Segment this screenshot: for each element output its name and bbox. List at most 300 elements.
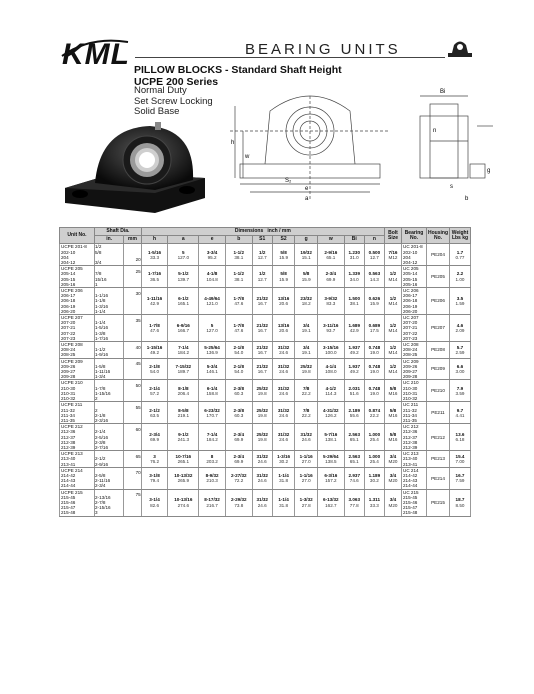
dim-mm: 38.1 — [349, 301, 359, 307]
dim-inch: 2-1/8 — [233, 363, 245, 369]
label-s2: S₂ — [285, 178, 292, 184]
dim-cell — [199, 266, 226, 288]
dim-inch: 25/32 — [256, 385, 268, 391]
dim-cell — [225, 451, 252, 468]
dim-cell — [344, 244, 364, 266]
col-dim-bi: Bi — [344, 236, 364, 244]
col-weight: Weight Lbs kg — [450, 228, 471, 244]
dim-mm: 60.3 — [234, 390, 244, 396]
bolt-size-cell — [385, 380, 402, 402]
dim-inch: 6-9/16 — [176, 322, 190, 328]
dim-cell — [317, 342, 344, 359]
dim-inch: 2-1/8 — [149, 363, 160, 369]
dim-mm: 31.0 — [349, 254, 359, 260]
dim-mm: 18.2 — [301, 301, 311, 307]
weight-value: 4.6 — [456, 322, 464, 328]
dim-cell — [344, 358, 364, 380]
weight-cell — [450, 424, 471, 451]
dim-mm: 136.9 — [206, 349, 218, 355]
dim-inch: 21/32 — [256, 344, 268, 350]
dim-mm: 24.6 — [257, 502, 267, 508]
dim-inch: 31/32 — [256, 472, 268, 478]
dim-mm: 69.9 — [234, 458, 244, 464]
weight-cell — [450, 380, 471, 402]
table-row — [60, 266, 471, 288]
dim-inch: 25/32 — [256, 407, 268, 413]
shaft-in-cell: 1-1/2 1-9/16 — [95, 342, 124, 359]
dim-inch: 2.563 — [348, 431, 360, 437]
col-dim-g: g — [295, 236, 318, 244]
shaft-in-cell: 2-1/4 2-5/16 2-3/8 2-7/16 — [95, 424, 124, 451]
dim-cell — [141, 266, 168, 288]
dim-cell — [317, 451, 344, 468]
dim-inch: 25/32 — [256, 431, 268, 437]
dim-cell — [295, 342, 318, 359]
feature-item: Set Screw Locking — [134, 95, 213, 107]
dim-mm: 216.7 — [206, 502, 218, 508]
dim-mm: 274.6 — [177, 502, 190, 508]
dim-cell — [295, 467, 318, 489]
dim-cell — [272, 424, 295, 451]
dim-mm: 219.1 — [177, 412, 190, 418]
feature-list — [134, 86, 213, 118]
dim-mm: 139.7 — [177, 276, 190, 282]
table-row — [60, 358, 471, 380]
dim-inch: 7/8 — [302, 407, 310, 413]
dim-cell — [141, 358, 168, 380]
unit-no-cell: UCPE 212 212-36 212-37 212-38 212-39 — [60, 424, 95, 451]
unit-no-cell: UCPE 207 207-20 207-21 207-22 207-23 — [60, 315, 95, 342]
dim-mm: 65.1 — [349, 458, 359, 464]
dim-mm: 241.3 — [177, 437, 190, 443]
weight-value: 2.59 — [455, 349, 465, 355]
dim-cell — [295, 380, 318, 402]
dim-mm: 25.4 — [369, 458, 379, 464]
bolt-size-value: M20 — [388, 502, 398, 508]
weight-value: 7.59 — [455, 478, 465, 484]
dim-cell — [272, 489, 295, 516]
dim-mm: 24.6 — [279, 349, 289, 355]
dim-mm: 19.0 — [369, 390, 379, 396]
bolt-size-value: 1/2 — [389, 295, 397, 301]
dim-cell — [317, 288, 344, 315]
dim-cell — [344, 424, 364, 451]
dim-inch: 13/16 — [277, 295, 290, 301]
label-a: a — [305, 196, 309, 202]
unit-no-cell: UCPE 214 214-42 214-43 214-44 — [60, 467, 95, 489]
dim-cell — [168, 380, 199, 402]
dim-inch: 1.689 — [348, 322, 360, 328]
bolt-size-cell — [385, 315, 402, 342]
dim-mm: 54.0 — [234, 369, 244, 375]
dim-inch: 5/8 — [280, 271, 287, 277]
dim-cell — [344, 288, 364, 315]
dim-cell — [364, 266, 384, 288]
dim-mm: 47.6 — [150, 328, 160, 334]
dim-cell — [168, 451, 199, 468]
dim-inch: 31/32 — [300, 431, 312, 437]
dim-cell — [141, 342, 168, 359]
weight-cell — [450, 402, 471, 424]
dim-inch: 31/32 — [277, 344, 290, 350]
dim-cell — [199, 288, 226, 315]
dim-cell — [295, 424, 318, 451]
weight-cell — [450, 288, 471, 315]
bolt-size-value: M14 — [388, 349, 398, 355]
dim-cell — [199, 342, 226, 359]
dim-mm: 15.1 — [301, 254, 311, 260]
dim-inch: 8 — [210, 453, 214, 459]
dim-inch: 3-1/4 — [149, 497, 160, 503]
dim-mm: 15.9 — [301, 276, 311, 282]
dim-mm: 60.3 — [234, 412, 244, 418]
dim-cell — [168, 489, 199, 516]
col-dim-s2: S2 — [272, 236, 295, 244]
dim-inch: 5 — [182, 249, 185, 255]
dim-inch: 3-1/8 — [149, 472, 160, 478]
col-dim-a: a — [168, 236, 199, 244]
dim-cell — [199, 402, 226, 424]
bolt-size-value: 3/4 — [389, 497, 397, 503]
col-mm: mm — [124, 236, 141, 244]
dim-inch: 1-7/8 — [233, 322, 245, 328]
dim-mm: 108.0 — [325, 369, 337, 375]
dim-mm: 63.5 — [150, 412, 160, 418]
weight-value: 1.7 — [456, 249, 464, 255]
dim-inch: 2.031 — [348, 385, 360, 391]
bolt-size-cell — [385, 451, 402, 468]
shaft-in-cell: 7/8 15/16 1 — [95, 266, 124, 288]
dim-mm: 19.1 — [301, 349, 311, 355]
dim-cell — [252, 358, 272, 380]
dim-cell — [225, 315, 252, 342]
dim-inch: 10-13/16 — [174, 497, 193, 503]
dim-cell — [252, 451, 272, 468]
dim-cell — [141, 288, 168, 315]
dim-inch: 6-1/2 — [178, 295, 189, 301]
shaft-mm-cell: 40 — [124, 342, 141, 359]
dim-mm: 72.2 — [234, 478, 244, 484]
dim-mm: 22.2 — [301, 412, 311, 418]
dim-cell — [317, 489, 344, 516]
dim-cell — [295, 489, 318, 516]
company-logo: KML — [62, 38, 130, 71]
dim-mm: 69.9 — [234, 437, 244, 443]
bolt-size-value: 1/2 — [389, 363, 397, 369]
dim-cell — [364, 244, 384, 266]
dim-inch: 1-7/16 — [148, 271, 162, 277]
dim-inch: 8-17/32 — [204, 497, 220, 503]
dim-cell — [295, 358, 318, 380]
shaft-mm-cell: 50 — [124, 380, 141, 402]
dim-mm: 24.6 — [279, 437, 289, 443]
dim-inch: 7-1/4 — [178, 344, 189, 350]
weight-value: 9.7 — [456, 407, 464, 413]
table-row — [60, 467, 471, 489]
shaft-in-cell: 2-5/8 2-11/16 2-3/4 — [95, 467, 124, 489]
dim-cell — [168, 342, 199, 359]
dim-cell — [317, 358, 344, 380]
dim-inch: 23/32 — [300, 295, 312, 301]
weight-value: 3.00 — [455, 369, 465, 375]
dim-mm: 265.9 — [177, 478, 190, 484]
weight-value: 5.7 — [456, 344, 464, 350]
dim-cell — [225, 244, 252, 266]
dim-mm: 65.1 — [326, 254, 336, 260]
dim-cell — [141, 424, 168, 451]
dim-inch: 1-1/4 — [278, 472, 289, 478]
unit-no-cell: UCPE 206 206-17 206-18 206-19 206-20 — [60, 288, 95, 315]
dim-cell — [225, 266, 252, 288]
dim-mm: 19.0 — [369, 349, 379, 355]
weight-value: 2.09 — [455, 328, 465, 334]
pillow-block-icon — [447, 38, 473, 58]
bearing-no-cell: UC 214 214-42 214-43 214-44 — [402, 467, 427, 489]
dim-mm: 16.7 — [257, 369, 267, 375]
dim-inch: 1-1/2 — [233, 249, 245, 255]
dim-mm: 57.2 — [150, 390, 160, 396]
housing-no-cell: PE210 — [427, 380, 450, 402]
weight-value: 3.5 — [456, 295, 464, 301]
bolt-size-cell — [385, 358, 402, 380]
dim-mm: 27.0 — [301, 478, 311, 484]
dim-cell — [168, 467, 199, 489]
table-body — [60, 244, 471, 516]
dim-mm: 30.2 — [369, 478, 379, 484]
label-b: b — [465, 196, 469, 202]
product-photo — [55, 118, 215, 216]
dim-mm: 16.7 — [257, 328, 267, 334]
dim-mm: 189.7 — [177, 369, 190, 375]
weight-value: 2.2 — [456, 271, 464, 277]
dim-mm: 17.5 — [369, 328, 379, 334]
label-bi: Bi — [440, 89, 446, 95]
dim-mm: 69.9 — [326, 276, 336, 282]
shaft-in-cell: 1-5/8 1-11/16 1-3/4 — [95, 358, 124, 380]
dim-mm: 203.2 — [206, 458, 218, 464]
dim-inch: 21/32 — [256, 322, 268, 328]
table-row — [60, 489, 471, 516]
weight-value: 1.59 — [455, 301, 465, 307]
dim-inch: 0.563 — [368, 271, 381, 277]
col-dim-n: n — [364, 236, 384, 244]
dimensions-label: Dimensions — [234, 228, 264, 234]
dim-inch: 5-29/64 — [323, 453, 339, 459]
feature-item: Solid Base — [134, 106, 180, 117]
dim-cell — [225, 402, 252, 424]
dim-cell — [344, 342, 364, 359]
label-n: n — [433, 128, 437, 134]
col-in: in. — [95, 236, 124, 244]
dim-cell — [317, 244, 344, 266]
weight-cell — [450, 489, 471, 516]
shaft-mm-cell: 75 — [124, 489, 141, 516]
dim-inch: 1-1/4 — [278, 497, 289, 503]
label-e: e — [305, 186, 309, 192]
dim-cell — [252, 244, 272, 266]
dim-cell — [141, 489, 168, 516]
housing-no-cell: PE211 — [427, 402, 450, 424]
bearing-no-cell: UC 207 207-20 207-21 207-22 207-23 — [402, 315, 427, 342]
dim-inch: 13/16 — [277, 322, 290, 328]
feature-item: Normal Duty — [134, 85, 187, 96]
dim-cell — [168, 288, 199, 315]
dim-cell — [252, 467, 272, 489]
housing-no-cell: PE206 — [427, 288, 450, 315]
header-rule — [135, 57, 445, 58]
shaft-in-cell: 2-1/2 2-9/16 — [95, 451, 124, 468]
dim-cell — [364, 451, 384, 468]
weight-cell — [450, 315, 471, 342]
dim-mm: 127.0 — [206, 328, 218, 334]
bolt-size-value: M16 — [388, 412, 398, 418]
table-row — [60, 380, 471, 402]
dim-mm: 138.1 — [325, 437, 337, 443]
dim-cell — [317, 424, 344, 451]
table-row — [60, 424, 471, 451]
dim-inch: 2-9/16 — [324, 249, 338, 255]
dim-mm: 158.8 — [206, 390, 218, 396]
dim-cell — [168, 402, 199, 424]
dim-inch: 31/32 — [256, 497, 268, 503]
dim-cell — [344, 266, 364, 288]
dim-mm: 25.4 — [369, 437, 379, 443]
title-line-2: UCPE 200 Series — [134, 76, 219, 88]
table-row — [60, 315, 471, 342]
dim-mm: 162.7 — [325, 502, 337, 508]
dim-cell — [344, 380, 364, 402]
dim-inch: 5/8 — [302, 271, 310, 277]
dim-mm: 77.8 — [349, 502, 359, 508]
dim-inch: 1-3/16 — [277, 453, 291, 459]
bearing-no-cell: UC 215 215-45 215-46 215-47 215-48 — [402, 489, 427, 516]
col-shaft-dia: Shaft Dia. — [95, 228, 142, 236]
dim-cell — [199, 244, 226, 266]
dim-cell — [252, 266, 272, 288]
weight-value: 18.7 — [455, 497, 465, 503]
bolt-size-value: M14 — [388, 328, 398, 334]
dim-inch: 25/32 — [300, 363, 312, 369]
dim-mm: 31.8 — [279, 502, 289, 508]
bolt-size-value: 5/8 — [389, 431, 397, 437]
weight-cell — [450, 358, 471, 380]
col-dim-e: e — [199, 236, 226, 244]
dim-inch: 3 — [153, 453, 156, 459]
shaft-mm-cell: 70 — [124, 467, 141, 489]
dim-inch: 2-1/4 — [149, 385, 160, 391]
dim-mm: 165.1 — [177, 301, 190, 307]
dim-cell — [141, 244, 168, 266]
dim-inch: 2-3/4 — [325, 271, 337, 277]
dim-mm: 19.1 — [301, 328, 311, 334]
dim-mm: 170.7 — [206, 412, 218, 418]
col-unit-no: Unit No. — [60, 228, 95, 244]
dim-mm: 16.7 — [257, 301, 267, 307]
bolt-size-value: 5/8 — [389, 407, 397, 413]
weight-cell — [450, 266, 471, 288]
dim-cell — [225, 380, 252, 402]
bolt-size-value: M12 — [388, 254, 398, 260]
dim-inch: 5 — [210, 322, 214, 328]
dim-cell — [168, 266, 199, 288]
dim-mm: 24.6 — [279, 369, 289, 375]
dim-inch: 21/32 — [256, 363, 268, 369]
weight-cell — [450, 342, 471, 359]
dim-inch: 1.937 — [348, 363, 360, 369]
unit-no-cell: UCPE 209 209-26 209-27 209-28 — [60, 358, 95, 380]
weight-value: 15.4 — [455, 453, 465, 459]
bearing-no-cell: UC 213 213-40 213-41 — [402, 451, 427, 468]
dim-mm: 51.6 — [349, 390, 359, 396]
dim-inch: 1-3/32 — [299, 497, 313, 503]
dim-cell — [252, 288, 272, 315]
dim-cell — [199, 315, 226, 342]
dim-cell — [317, 467, 344, 489]
unit-no-cell: UCPE 201-8 202-10 204 204-12 — [60, 244, 95, 266]
dim-mm: 121.0 — [206, 301, 218, 307]
dim-cell — [317, 315, 344, 342]
dim-inch: 4-1/8 — [206, 271, 218, 277]
dim-inch: 9-1/2 — [178, 431, 189, 437]
bolt-size-value: M16 — [388, 437, 398, 443]
dim-mm: 54.0 — [234, 349, 244, 355]
housing-no-cell: PE204 — [427, 244, 450, 266]
dim-cell — [199, 424, 226, 451]
housing-no-cell: PE209 — [427, 358, 450, 380]
weight-value: 7.00 — [455, 458, 465, 464]
page-header — [0, 0, 534, 70]
dim-mm: 42.9 — [349, 328, 359, 334]
dim-cell — [168, 358, 199, 380]
dim-mm: 93.7 — [326, 328, 336, 334]
dim-mm: 19.8 — [257, 390, 267, 396]
dim-mm: 14.3 — [369, 276, 379, 282]
dim-inch: 0.500 — [368, 249, 381, 255]
dim-mm: 24.6 — [279, 412, 289, 418]
dim-inch: 31/32 — [277, 363, 290, 369]
dimensions-table — [59, 227, 471, 517]
shaft-in-cell: 1-7/8 1-15/16 2 — [95, 380, 124, 402]
unit-no-cell: UCPE 205 205-14 205-15 205-16 — [60, 266, 95, 288]
dim-mm: 138.5 — [325, 458, 337, 464]
dim-inch: 1-7/8 — [149, 322, 160, 328]
dim-cell — [225, 424, 252, 451]
dim-cell — [199, 380, 226, 402]
units-label: inch / mm — [267, 228, 291, 234]
bolt-size-value: M14 — [388, 301, 398, 307]
weight-cell — [450, 467, 471, 489]
dim-mm: 82.6 — [150, 502, 160, 508]
weight-cell — [450, 244, 471, 266]
dim-inch: 2-3/8 — [233, 407, 245, 413]
dim-cell — [252, 424, 272, 451]
dim-inch: 2-29/32 — [231, 497, 247, 503]
dim-mm: 55.6 — [349, 412, 359, 418]
weight-value: 16.7 — [455, 472, 465, 478]
dim-mm: 127.0 — [177, 254, 190, 260]
dim-inch: 3/4 — [302, 344, 310, 350]
dim-cell — [344, 451, 364, 468]
housing-no-cell: PE212 — [427, 424, 450, 451]
weight-value: 8.50 — [455, 502, 465, 508]
dim-mm: 30.2 — [279, 458, 289, 464]
dim-mm: 146.1 — [206, 369, 218, 375]
dim-cell — [141, 402, 168, 424]
dim-inch: 2-3/4 — [233, 431, 245, 437]
shaft-mm-cell: 65 — [124, 451, 141, 468]
dim-cell — [141, 380, 168, 402]
dim-inch: 1.000 — [368, 453, 381, 459]
